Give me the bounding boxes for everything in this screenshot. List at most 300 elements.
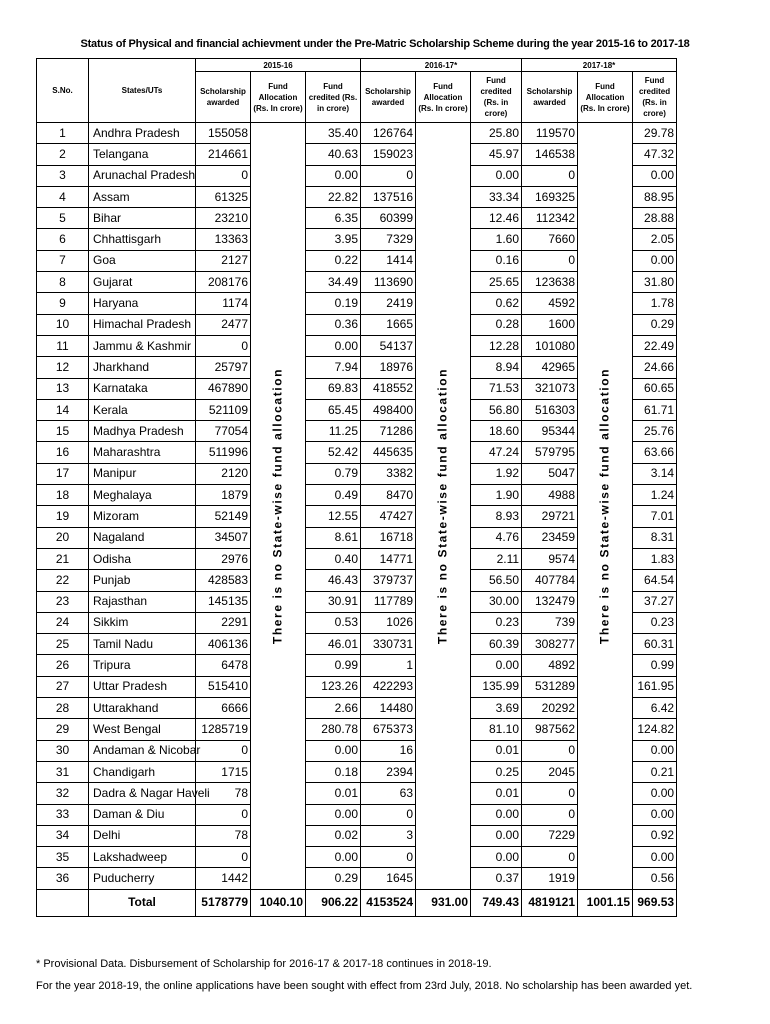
page-title: Status of Physical and financial achievment under the Pre-Matric Scholarship Scheme during the year 2015-16 to 2017-18: [80, 38, 690, 50]
fund-credited-cell: 65.45: [306, 399, 361, 420]
fund-credited-cell: 0.79: [306, 463, 361, 484]
serial-number-cell: 27: [37, 676, 89, 697]
scholarship-awarded-cell: 1919: [522, 868, 578, 889]
total-value-cell: 4153524: [361, 889, 416, 916]
state-name-cell: Dadra & Nagar Haveli: [89, 783, 196, 804]
fund-credited-cell: 29.78: [633, 123, 677, 144]
fund-credited-cell: 0.37: [471, 868, 522, 889]
fund-credited-cell: 0.92: [633, 825, 677, 846]
state-name-cell: Telangana: [89, 144, 196, 165]
scholarship-awarded-cell: 63: [361, 783, 416, 804]
fund-credited-cell: 25.65: [471, 272, 522, 293]
serial-number-cell: 24: [37, 612, 89, 633]
scholarship-awarded-cell: 7229: [522, 825, 578, 846]
scholarship-awarded-cell: 1026: [361, 612, 416, 633]
scholarship-awarded-cell: 4592: [522, 293, 578, 314]
scholarship-awarded-cell: 467890: [196, 378, 251, 399]
scholarship-awarded-cell: 20292: [522, 698, 578, 719]
fund-credited-cell: 0.28: [471, 314, 522, 335]
fund-credited-cell: 0.16: [471, 250, 522, 271]
scholarship-awarded-cell: 379737: [361, 570, 416, 591]
scholarship-awarded-cell: 515410: [196, 676, 251, 697]
scholarship-awarded-cell: 155058: [196, 123, 251, 144]
state-header: States/UTs: [89, 59, 196, 123]
fund-credited-cell: 47.32: [633, 144, 677, 165]
state-name-cell: Tripura: [89, 655, 196, 676]
scholarship-awarded-cell: 169325: [522, 186, 578, 207]
fund-allocation-header: Fund Allocation (Rs. In crore): [416, 72, 471, 123]
fund-allocation-header: Fund Allocation (Rs. In crore): [251, 72, 306, 123]
fund-credited-cell: 0.21: [633, 761, 677, 782]
scholarship-awarded-cell: 987562: [522, 719, 578, 740]
scholarship-awarded-cell: 132479: [522, 591, 578, 612]
state-name-cell: Uttarakhand: [89, 698, 196, 719]
fund-credited-cell: 0.00: [633, 740, 677, 761]
state-name-cell: West Bengal: [89, 719, 196, 740]
state-name-cell: Kerala: [89, 399, 196, 420]
scholarship-awarded-cell: 77054: [196, 421, 251, 442]
fund-credited-cell: 1.90: [471, 485, 522, 506]
fund-credited-cell: 0.00: [633, 783, 677, 804]
fund-credited-cell: 56.80: [471, 399, 522, 420]
serial-number-cell: 1: [37, 123, 89, 144]
state-name-cell: Andaman & Nicobar: [89, 740, 196, 761]
serial-number-cell: 9: [37, 293, 89, 314]
scholarship-awarded-cell: 0: [522, 804, 578, 825]
total-row: [37, 889, 677, 916]
state-name-cell: Punjab: [89, 570, 196, 591]
fund-credited-cell: 124.82: [633, 719, 677, 740]
scholarship-awarded-cell: 214661: [196, 144, 251, 165]
state-name-cell: Sikkim: [89, 612, 196, 633]
total-value-cell: 4819121: [522, 889, 578, 916]
scholarship-awarded-cell: 34507: [196, 527, 251, 548]
scholarship-awarded-header: Scholarship awarded: [361, 72, 416, 123]
scholarship-awarded-cell: 579795: [522, 442, 578, 463]
scholarship-awarded-cell: 428583: [196, 570, 251, 591]
fund-credited-cell: 0.00: [471, 804, 522, 825]
scholarship-awarded-cell: 0: [361, 847, 416, 868]
serial-number-cell: 31: [37, 761, 89, 782]
total-value-cell: 931.00: [416, 889, 471, 916]
fund-credited-cell: 0.49: [306, 485, 361, 506]
fund-credited-cell: 0.19: [306, 293, 361, 314]
scholarship-awarded-cell: 0: [361, 804, 416, 825]
scholarship-awarded-cell: 0: [196, 165, 251, 186]
no-statewise-allocation-note: There is no State-wise fund allocation: [597, 367, 612, 644]
fund-credited-cell: 63.66: [633, 442, 677, 463]
year-header-2015-16: 2015-16: [196, 59, 361, 72]
serial-number-cell: 15: [37, 421, 89, 442]
scholarship-awarded-cell: 6666: [196, 698, 251, 719]
state-name-cell: Odisha: [89, 548, 196, 569]
fund-credited-cell: 7.01: [633, 506, 677, 527]
scholarship-awarded-cell: 159023: [361, 144, 416, 165]
scholarship-awarded-cell: 321073: [522, 378, 578, 399]
fund-credited-cell: 0.23: [633, 612, 677, 633]
scholarship-awarded-cell: 1174: [196, 293, 251, 314]
scholarship-awarded-cell: 23210: [196, 208, 251, 229]
scholarship-awarded-cell: 521109: [196, 399, 251, 420]
scholarship-awarded-cell: 25797: [196, 357, 251, 378]
scholarship-awarded-cell: 145135: [196, 591, 251, 612]
fund-credited-cell: 0.00: [471, 847, 522, 868]
state-name-cell: Mizoram: [89, 506, 196, 527]
fund-credited-cell: 0.00: [471, 165, 522, 186]
scholarship-awarded-cell: 407784: [522, 570, 578, 591]
fund-credited-cell: 1.83: [633, 548, 677, 569]
scholarship-awarded-cell: 0: [196, 335, 251, 356]
state-name-cell: Meghalaya: [89, 485, 196, 506]
fund-credited-cell: 3.14: [633, 463, 677, 484]
fund-credited-cell: 18.60: [471, 421, 522, 442]
scholarship-awarded-cell: 101080: [522, 335, 578, 356]
serial-number-cell: 12: [37, 357, 89, 378]
scholarship-awarded-cell: 0: [196, 740, 251, 761]
fund-credited-cell: 8.93: [471, 506, 522, 527]
fund-credited-cell: 0.25: [471, 761, 522, 782]
fund-credited-cell: 30.91: [306, 591, 361, 612]
serial-number-cell: 32: [37, 783, 89, 804]
scholarship-awarded-cell: 498400: [361, 399, 416, 420]
scholarship-awarded-cell: 61325: [196, 186, 251, 207]
fund-credited-cell: 12.46: [471, 208, 522, 229]
serial-number-cell: 6: [37, 229, 89, 250]
no-statewise-allocation-note: There is no State-wise fund allocation: [435, 367, 450, 644]
serial-number-cell: 33: [37, 804, 89, 825]
total-value-cell: 1040.10: [251, 889, 306, 916]
state-name-cell: Chandigarh: [89, 761, 196, 782]
fund-credited-cell: 0.56: [633, 868, 677, 889]
fund-allocation-header: Fund Allocation (Rs. In crore): [578, 72, 633, 123]
fund-credited-cell: 12.55: [306, 506, 361, 527]
serial-number-cell: 22: [37, 570, 89, 591]
scholarship-awarded-cell: 54137: [361, 335, 416, 356]
fund-credited-cell: 60.31: [633, 634, 677, 655]
state-name-cell: Madhya Pradesh: [89, 421, 196, 442]
fund-credited-cell: 0.00: [306, 740, 361, 761]
fund-credited-cell: 28.88: [633, 208, 677, 229]
serial-number-cell: 5: [37, 208, 89, 229]
state-name-cell: Maharashtra: [89, 442, 196, 463]
scholarship-awarded-cell: 422293: [361, 676, 416, 697]
serial-number-cell: 21: [37, 548, 89, 569]
serial-number-cell: 4: [37, 186, 89, 207]
fund-credited-cell: 46.43: [306, 570, 361, 591]
state-name-cell: Daman & Diu: [89, 804, 196, 825]
fund-credited-cell: 0.99: [306, 655, 361, 676]
state-name-cell: Andhra Pradesh: [89, 123, 196, 144]
fund-credited-cell: 0.23: [471, 612, 522, 633]
scholarship-awarded-cell: 4988: [522, 485, 578, 506]
state-name-cell: Rajasthan: [89, 591, 196, 612]
scholarship-awarded-cell: 7660: [522, 229, 578, 250]
scholarship-awarded-cell: 2291: [196, 612, 251, 633]
scholarship-awarded-cell: 1285719: [196, 719, 251, 740]
fund-credited-cell: 40.63: [306, 144, 361, 165]
fund-credited-cell: 33.34: [471, 186, 522, 207]
serial-number-cell: 30: [37, 740, 89, 761]
fund-credited-cell: 0.29: [306, 868, 361, 889]
fund-credited-cell: 2.11: [471, 548, 522, 569]
fund-credited-cell: 0.01: [471, 783, 522, 804]
scholarship-awarded-cell: 95344: [522, 421, 578, 442]
fund-credited-cell: 2.66: [306, 698, 361, 719]
fund-credited-cell: 0.18: [306, 761, 361, 782]
scholarship-awarded-cell: 112342: [522, 208, 578, 229]
scholarship-awarded-cell: 78: [196, 783, 251, 804]
fund-credited-cell: 8.31: [633, 527, 677, 548]
serial-number-cell: 26: [37, 655, 89, 676]
scholarship-awarded-cell: 1879: [196, 485, 251, 506]
scholarship-awarded-cell: 0: [522, 783, 578, 804]
fund-credited-cell: 6.42: [633, 698, 677, 719]
total-value-cell: 5178779: [196, 889, 251, 916]
state-name-cell: Assam: [89, 186, 196, 207]
fund-credited-cell: 280.78: [306, 719, 361, 740]
scholarship-awarded-cell: 2477: [196, 314, 251, 335]
scholarship-awarded-cell: 4892: [522, 655, 578, 676]
fund-credited-cell: 45.97: [471, 144, 522, 165]
fund-credited-header: Fund credited (Rs. in crore): [306, 72, 361, 123]
fund-credited-cell: 0.00: [633, 847, 677, 868]
scholarship-awarded-cell: 9574: [522, 548, 578, 569]
scholarship-awarded-cell: 0: [522, 165, 578, 186]
scholarship-awarded-cell: 2127: [196, 250, 251, 271]
fund-credited-cell: 88.95: [633, 186, 677, 207]
serial-number-cell: 20: [37, 527, 89, 548]
scholarship-awarded-header: Scholarship awarded: [522, 72, 578, 123]
fund-credited-cell: 8.61: [306, 527, 361, 548]
fund-credited-cell: 30.00: [471, 591, 522, 612]
serial-number-cell: 10: [37, 314, 89, 335]
scholarship-awarded-cell: 71286: [361, 421, 416, 442]
scholarship-awarded-cell: 1600: [522, 314, 578, 335]
year-header-2017-18: 2017-18*: [522, 59, 677, 72]
fund-credited-cell: 123.26: [306, 676, 361, 697]
scholarship-awarded-cell: 137516: [361, 186, 416, 207]
fund-credited-cell: 52.42: [306, 442, 361, 463]
scholarship-awarded-cell: 47427: [361, 506, 416, 527]
fund-credited-cell: 1.60: [471, 229, 522, 250]
fund-credited-cell: 0.36: [306, 314, 361, 335]
fund-credited-cell: 31.80: [633, 272, 677, 293]
serial-number-cell: 2: [37, 144, 89, 165]
fund-credited-cell: 25.80: [471, 123, 522, 144]
fund-credited-cell: 0.53: [306, 612, 361, 633]
fund-credited-cell: 0.00: [633, 165, 677, 186]
scholarship-awarded-cell: 23459: [522, 527, 578, 548]
fund-credited-cell: 3.95: [306, 229, 361, 250]
scholarship-awarded-cell: 330731: [361, 634, 416, 655]
fund-credited-cell: 6.35: [306, 208, 361, 229]
total-value-cell: 969.53: [633, 889, 677, 916]
scholarship-awarded-cell: 126764: [361, 123, 416, 144]
fund-allocation-note-cell: [416, 123, 471, 890]
sno-header: S.No.: [37, 59, 89, 123]
state-name-cell: Puducherry: [89, 868, 196, 889]
scholarship-awarded-cell: 531289: [522, 676, 578, 697]
scholarship-awarded-cell: 675373: [361, 719, 416, 740]
state-name-cell: Arunachal Pradesh: [89, 165, 196, 186]
fund-credited-cell: 0.62: [471, 293, 522, 314]
serial-number-cell: 16: [37, 442, 89, 463]
fund-credited-cell: 37.27: [633, 591, 677, 612]
fund-credited-header: Fund credited (Rs. in crore): [633, 72, 677, 123]
state-name-cell: Haryana: [89, 293, 196, 314]
fund-credited-cell: 64.54: [633, 570, 677, 591]
serial-number-cell: 17: [37, 463, 89, 484]
fund-credited-cell: 3.69: [471, 698, 522, 719]
scholarship-awarded-cell: 123638: [522, 272, 578, 293]
state-name-cell: Karnataka: [89, 378, 196, 399]
fund-credited-cell: 22.49: [633, 335, 677, 356]
scholarship-awarded-cell: 3: [361, 825, 416, 846]
scholarship-awarded-cell: 516303: [522, 399, 578, 420]
fund-credited-cell: 7.94: [306, 357, 361, 378]
scholarship-awarded-cell: 113690: [361, 272, 416, 293]
serial-number-cell: 14: [37, 399, 89, 420]
scholarship-awarded-cell: 42965: [522, 357, 578, 378]
fund-allocation-note-cell: [251, 123, 306, 890]
fund-credited-header: Fund credited (Rs. in crore): [471, 72, 522, 123]
scholarship-awarded-cell: 119570: [522, 123, 578, 144]
serial-number-cell: 35: [37, 847, 89, 868]
serial-number-cell: 8: [37, 272, 89, 293]
scholarship-awarded-cell: 52149: [196, 506, 251, 527]
fund-credited-cell: 8.94: [471, 357, 522, 378]
total-value-cell: 1001.15: [578, 889, 633, 916]
fund-credited-cell: 1.24: [633, 485, 677, 506]
fund-credited-cell: 0.00: [471, 655, 522, 676]
scholarship-awarded-cell: 8470: [361, 485, 416, 506]
scholarship-awarded-cell: 78: [196, 825, 251, 846]
scholarship-awarded-cell: 14771: [361, 548, 416, 569]
scholarship-awarded-header: Scholarship awarded: [196, 72, 251, 123]
total-label: Total: [89, 889, 196, 916]
scholarship-awarded-cell: 0: [522, 740, 578, 761]
table-row: [37, 123, 677, 144]
scholarship-awarded-cell: 18976: [361, 357, 416, 378]
fund-credited-cell: 0.00: [306, 847, 361, 868]
fund-credited-cell: 0.02: [306, 825, 361, 846]
scholarship-awarded-cell: 2419: [361, 293, 416, 314]
state-name-cell: Lakshadweep: [89, 847, 196, 868]
serial-number-cell: 28: [37, 698, 89, 719]
scholarship-awarded-cell: 146538: [522, 144, 578, 165]
scholarship-awarded-cell: 511996: [196, 442, 251, 463]
fund-credited-cell: 61.71: [633, 399, 677, 420]
fund-credited-cell: 0.00: [471, 825, 522, 846]
fund-credited-cell: 4.76: [471, 527, 522, 548]
state-name-cell: Uttar Pradesh: [89, 676, 196, 697]
fund-credited-cell: 0.00: [306, 165, 361, 186]
scholarship-awarded-cell: 2045: [522, 761, 578, 782]
state-name-cell: Delhi: [89, 825, 196, 846]
serial-number-cell: 29: [37, 719, 89, 740]
fund-credited-cell: 1.78: [633, 293, 677, 314]
scholarship-awarded-cell: 117789: [361, 591, 416, 612]
scholarship-awarded-cell: 308277: [522, 634, 578, 655]
serial-number-cell: 34: [37, 825, 89, 846]
fund-credited-cell: 24.66: [633, 357, 677, 378]
fund-credited-cell: 135.99: [471, 676, 522, 697]
scholarship-awarded-cell: 418552: [361, 378, 416, 399]
total-value-cell: 749.43: [471, 889, 522, 916]
scholarship-awarded-cell: 0: [522, 250, 578, 271]
scholarship-awarded-cell: 1: [361, 655, 416, 676]
state-name-cell: Manipur: [89, 463, 196, 484]
state-name-cell: Nagaland: [89, 527, 196, 548]
serial-number-cell: 18: [37, 485, 89, 506]
state-name-cell: Chhattisgarh: [89, 229, 196, 250]
state-name-cell: Jammu & Kashmir: [89, 335, 196, 356]
state-name-cell: Gujarat: [89, 272, 196, 293]
scholarship-awarded-cell: 1645: [361, 868, 416, 889]
fund-credited-cell: 47.24: [471, 442, 522, 463]
fund-credited-cell: 60.65: [633, 378, 677, 399]
fund-credited-cell: 34.49: [306, 272, 361, 293]
scholarship-awarded-cell: 0: [196, 804, 251, 825]
scholarship-awarded-cell: 739: [522, 612, 578, 633]
serial-number-cell: 13: [37, 378, 89, 399]
scholarship-awarded-cell: 29721: [522, 506, 578, 527]
serial-number-cell: 25: [37, 634, 89, 655]
scholarship-table: [36, 58, 677, 917]
scholarship-awarded-cell: 14480: [361, 698, 416, 719]
scholarship-awarded-cell: 1715: [196, 761, 251, 782]
scholarship-awarded-cell: 1414: [361, 250, 416, 271]
fund-credited-cell: 71.53: [471, 378, 522, 399]
fund-credited-cell: 81.10: [471, 719, 522, 740]
serial-number-cell: 11: [37, 335, 89, 356]
fund-credited-cell: 35.40: [306, 123, 361, 144]
fund-credited-cell: 56.50: [471, 570, 522, 591]
scholarship-awarded-cell: 406136: [196, 634, 251, 655]
fund-credited-cell: 12.28: [471, 335, 522, 356]
fund-credited-cell: 0.99: [633, 655, 677, 676]
state-name-cell: Himachal Pradesh: [89, 314, 196, 335]
scholarship-awarded-cell: 6478: [196, 655, 251, 676]
fund-credited-cell: 1.92: [471, 463, 522, 484]
scholarship-awarded-cell: 3382: [361, 463, 416, 484]
serial-number-cell: 3: [37, 165, 89, 186]
scholarship-awarded-cell: 16718: [361, 527, 416, 548]
serial-number-cell: 36: [37, 868, 89, 889]
scholarship-awarded-cell: 0: [361, 165, 416, 186]
fund-credited-cell: 2.05: [633, 229, 677, 250]
fund-credited-cell: 0.01: [471, 740, 522, 761]
scholarship-awarded-cell: 13363: [196, 229, 251, 250]
fund-credited-cell: 60.39: [471, 634, 522, 655]
total-serial-cell: [37, 889, 89, 916]
fund-credited-cell: 0.40: [306, 548, 361, 569]
scholarship-awarded-cell: 2120: [196, 463, 251, 484]
total-value-cell: 906.22: [306, 889, 361, 916]
scholarship-awarded-cell: 2394: [361, 761, 416, 782]
fund-credited-cell: 11.25: [306, 421, 361, 442]
fund-credited-cell: 0.00: [306, 804, 361, 825]
no-statewise-allocation-note: There is no State-wise fund allocation: [270, 367, 285, 644]
fund-credited-cell: 46.01: [306, 634, 361, 655]
fund-credited-cell: 0.00: [633, 804, 677, 825]
serial-number-cell: 19: [37, 506, 89, 527]
year-header-2016-17: 2016-17*: [361, 59, 522, 72]
fund-credited-cell: 0.01: [306, 783, 361, 804]
fund-credited-cell: 25.76: [633, 421, 677, 442]
scholarship-awarded-cell: 1442: [196, 868, 251, 889]
state-name-cell: Bihar: [89, 208, 196, 229]
